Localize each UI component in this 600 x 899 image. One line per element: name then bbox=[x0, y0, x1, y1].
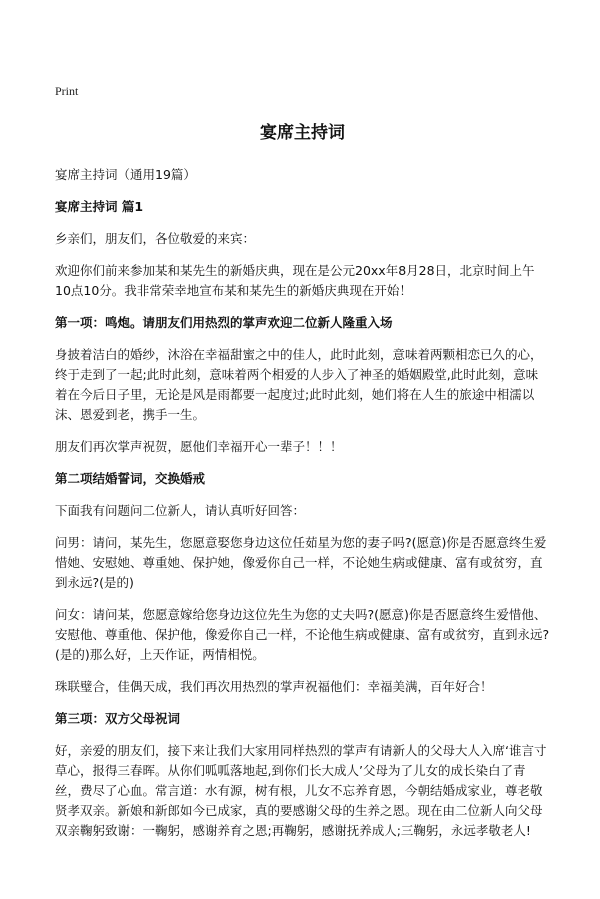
item-heading-3: 第三项：双方父母祝词 bbox=[55, 711, 181, 726]
paragraph-welcome: 欢迎你们前来参加某和某先生的新婚庆典，现在是公元20xx年8月28日，北京时间上午10点10分。我非常荣幸地宣布某和某先生的新婚庆典现在开始！ bbox=[55, 263, 535, 298]
paragraph-blessing: 珠联璧合，佳偶天成，我们再次用热烈的掌声祝福他们：幸福美满，百年好合！ bbox=[55, 679, 493, 694]
section-heading-1: 宴席主持词 篇1 bbox=[55, 199, 144, 214]
subtitle: 宴席主持词（通用19篇） bbox=[55, 167, 196, 182]
paragraph-ask-groom: 问男：请问，某先生，您愿意娶您身边这位任茹星为您的妻子吗?(愿意)你是否愿意终生爱惜她、安慰她、尊重她、保护她，像爱你自己一样，不论她生病或健康、富有或贫穷，直到永远?(是的) bbox=[55, 535, 547, 590]
page-title: 宴席主持词 bbox=[260, 123, 345, 143]
item-heading-1: 第一项：鸣炮。请朋友们用热烈的掌声欢迎二位新人隆重入场 bbox=[55, 315, 393, 330]
greeting: 乡亲们，朋友们，各位敬爱的来宾： bbox=[55, 231, 256, 246]
paragraph-ask-bride: 问女：请问某，您愿意嫁给您身边这位先生为您的丈夫吗?(愿意)你是否愿意终生爱惜他、安慰他、尊重他、保护他，像爱你自己一样，不论他生病或健康、富有或贫穷，直到永远?(是的)那么好，上天作证，两情相悦。 bbox=[55, 607, 550, 662]
paragraph-parents: 好，亲爱的朋友们，接下来让我们大家用同样热烈的掌声有请新人的父母大人入席‘谁言寸草心，报得三春晖。从你们呱呱落地起,到你们长大成人’父母为了儿女的成长染白了青丝，费尽了心血。常言道：水有源，树有根，儿女不忘养育恩，今朝结婚成家业，尊老敬贤孝双亲。新娘和新郎如今已成家，真的要感谢父母的生养之恩。现在由二位新人向父母双亲鞠躬致谢：一鞠躬，感谢养育之恩;再鞠躬，感谢抚养成人;三鞠躬，永远孝敬老人! bbox=[55, 743, 547, 838]
article-body bbox=[55, 118, 550, 853]
paragraph-applause: 朋友们再次掌声祝贺，愿他们幸福开心一辈子！！！ bbox=[55, 439, 343, 454]
item-heading-2: 第二项结婚誓词，交换婚戒 bbox=[55, 471, 206, 486]
paragraph-question-intro: 下面我有问题问二位新人，请认真听好回答： bbox=[55, 503, 306, 518]
paragraph-bride: 身披着洁白的婚纱，沐浴在幸福甜蜜之中的佳人，此时此刻，意味着两颗相恋已久的心，终于走到了一起;此时此刻，意味着两个相爱的人步入了神圣的婚姻殿堂,此时此刻，意味着在今后日子里，无论是风是雨都要一起度过;此时此刻，她们将在人生的旅途中相濡以沫、恩爱到老，携手一生。 bbox=[55, 347, 543, 422]
print-link[interactable]: Print bbox=[55, 84, 79, 98]
